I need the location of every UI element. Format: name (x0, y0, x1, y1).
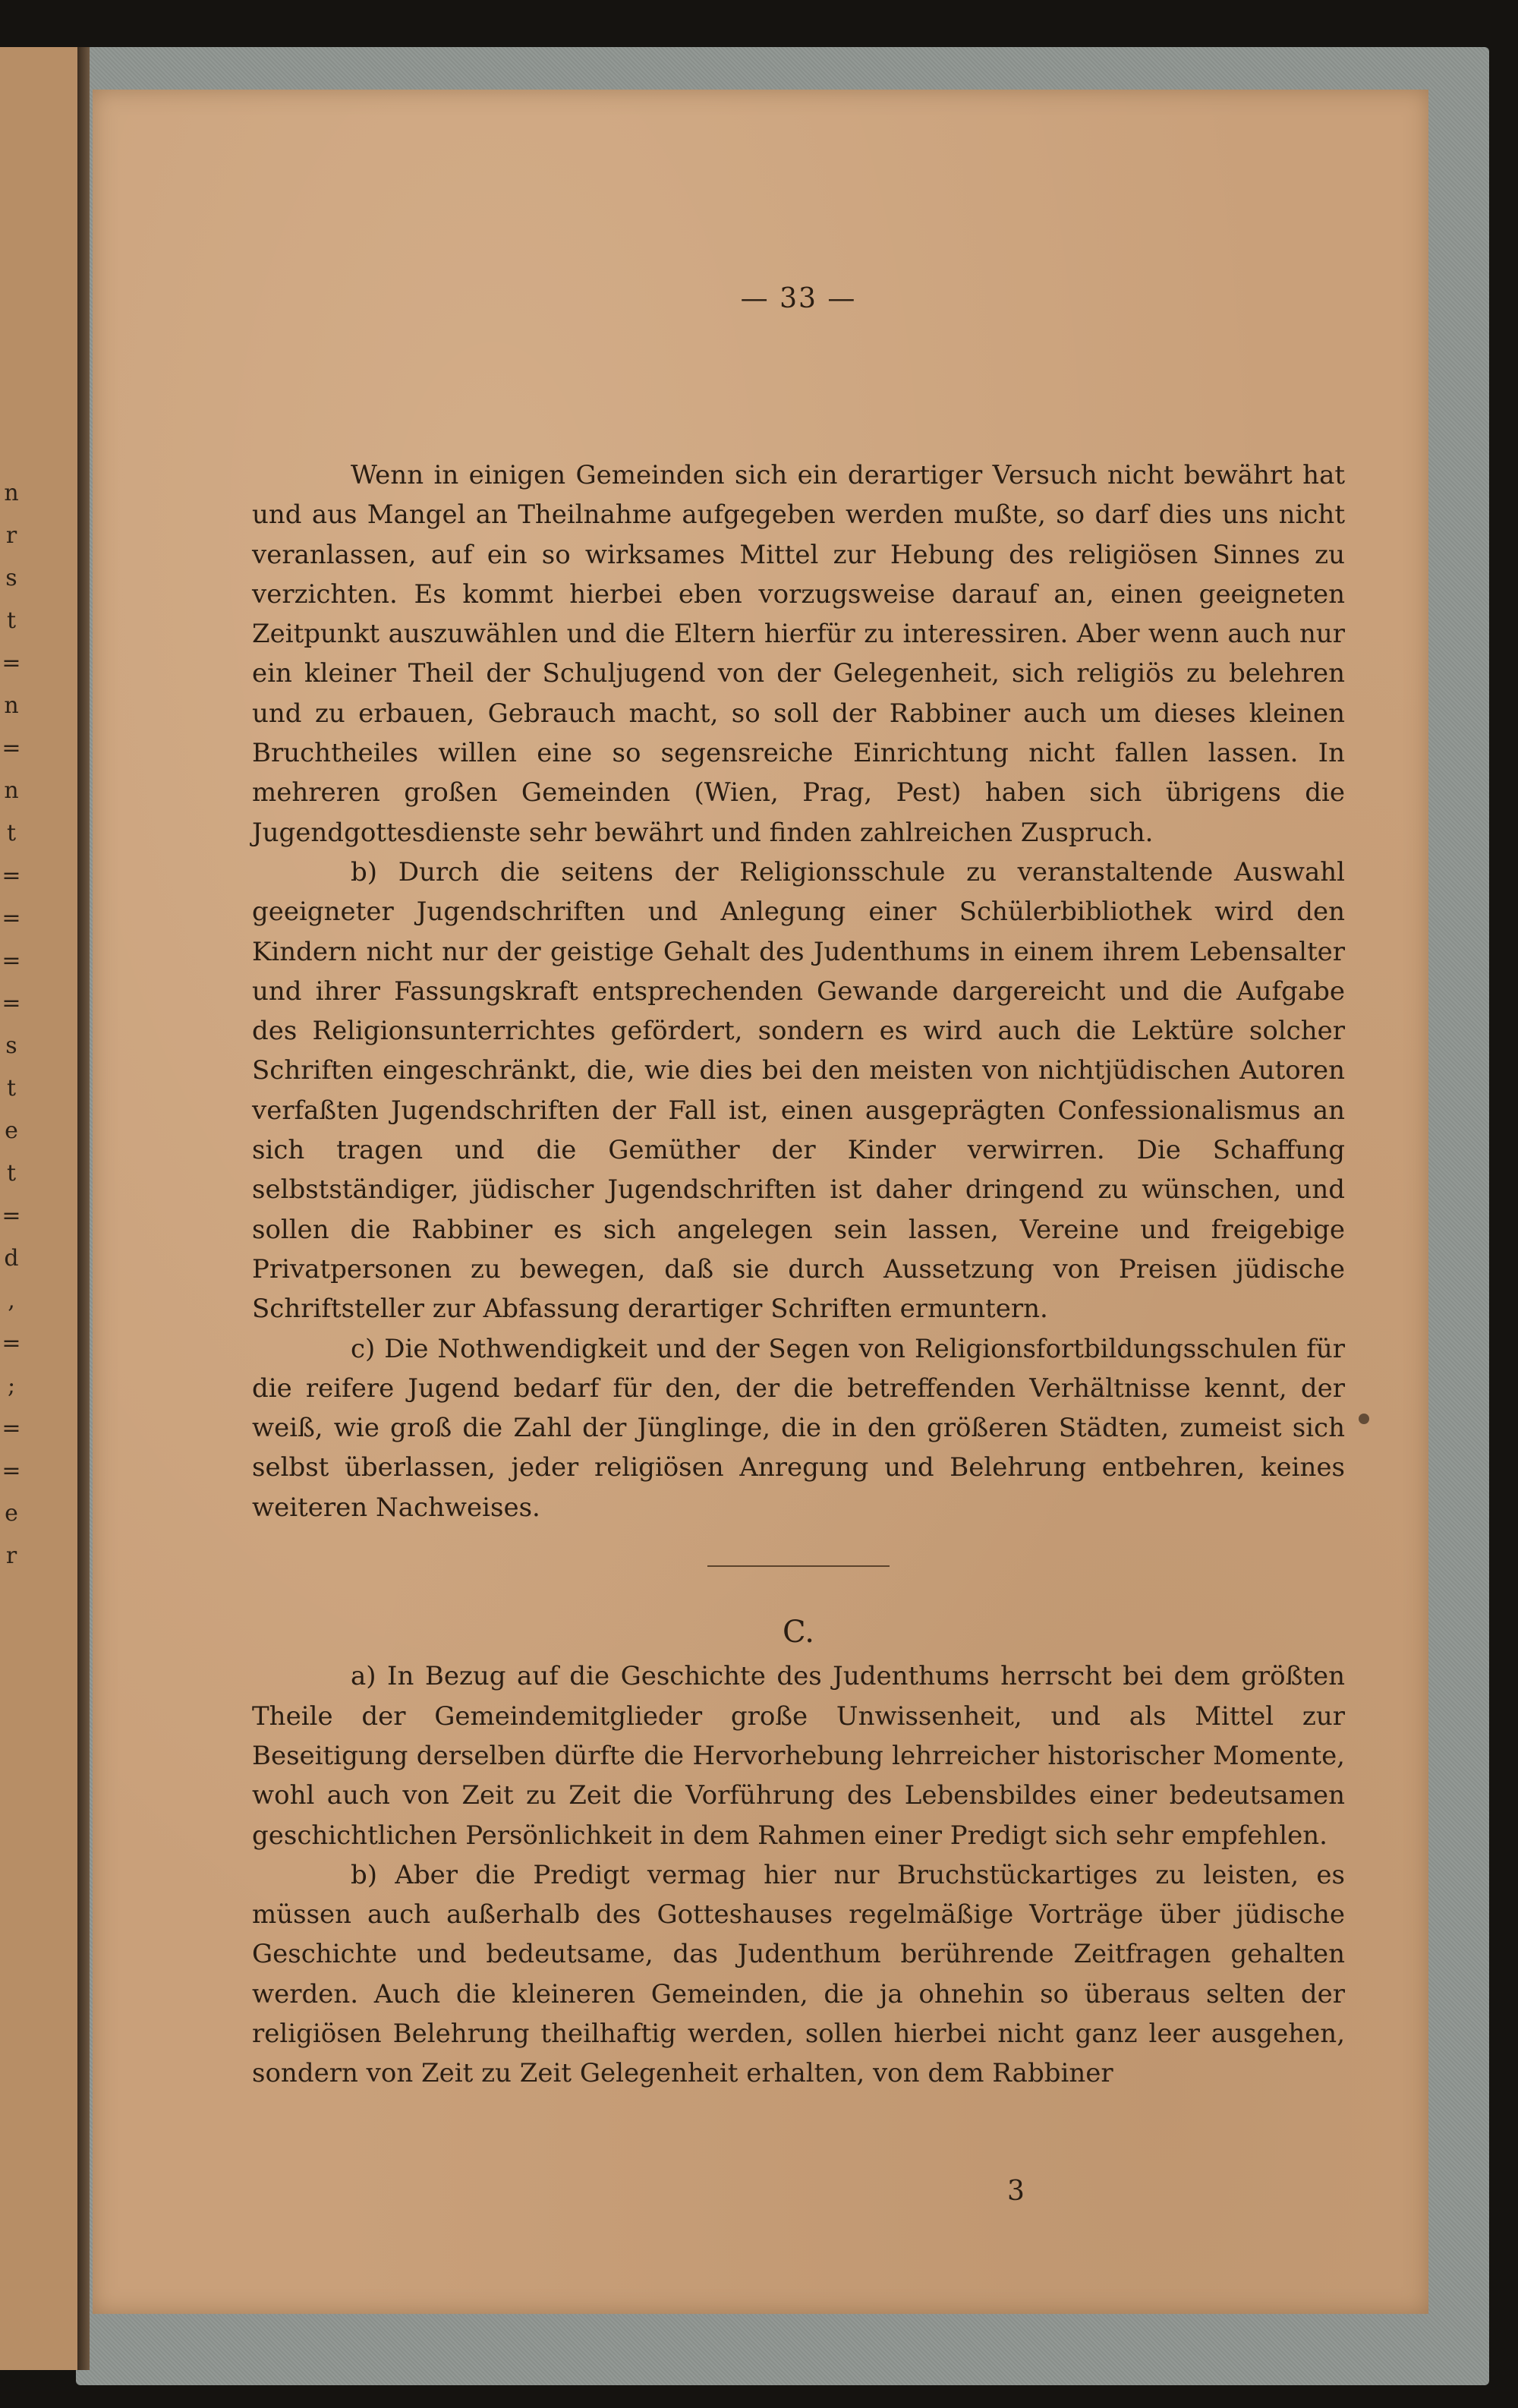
facing-page-letter: s (5, 565, 17, 591)
facing-page-letter: e (5, 1500, 18, 1527)
facing-page-letter: d (4, 1245, 19, 1272)
paragraph-b-jugendschriften: b) Durch die seitens der Religionsschule zu veranstaltende Auswahl geeigneter Jugendschriften und Anlegung einer Schülerbibliothek wird den Kindern nicht nur der geistige Gehalt des Judenthums in einem ihrem Lebensalter und ihrer Fassungskraft entsprechenden Gewande dargereicht und die Aufgabe des Religionsunterrichtes gefördert, sondern es wird auch die Lektüre solcher Schriften eingeschränkt, die, wie dies bei den meisten von nichtjüdischen Autoren verfaßten Jugendschriften der Fall ist, einen ausgeprägten Confessionalismus an sich tragen und die Gemüther der Kinder verwirren. Die Schaffung selbstständiger, jüdischer Jugendschriften ist daher dringend zu wünschen, und sollen die Rabbiner es sich angelegen sein lassen, Vereine und freigebige Privatpersonen zu bewegen, daß sie durch Aussetzung von Preisen jüdische Schriftsteller zur Abfassung derartiger Schriften ermuntern. (252, 856, 1345, 1325)
facing-page-letter: = (2, 990, 21, 1016)
facing-page-letter: = (2, 735, 21, 761)
paragraph-zuspruch: Wenn in einigen Gemeinden sich ein derartiger Versuch nicht bewährt hat und aus Mangel an Theilnahme aufgegeben werden mußte, so darf dies uns nicht veranlassen, auf ein so wirksames Mittel zur Hebung des religiösen Sinnes zu verzichten. Es kommt hierbei eben vorzugsweise darauf an, einen geeigneten Zeitpunkt auszuwählen und die Eltern hierfür zu interessiren. Aber wenn auch nur ein kleiner Theil der Schuljugend von der Gelegenheit, sich religiös zu belehren und zu erbauen, Gebrauch macht, so soll der Rabbiner auch um dieses kleinen Bruchtheiles willen eine so segensreiche Einrichtung nicht fallen lassen. In mehreren großen Gemeinden (Wien, Prag, Pest) haben sich übrigens die Jugendgottesdienste sehr bewährt und finden zahlreichen Zuspruch. (252, 460, 1345, 848)
paragraph-c-fortbildungsschulen: c) Die Nothwendigkeit und der Segen von Religionsfortbildungsschulen für die reifere Jugend bedarf für den, der die betreffenden Verhältnisse kennt, der weiß, wie groß die Zahl der Jünglinge, die in den größeren Städten, zumeist sich selbst überlassen, jeder religiösen Anregung und Belehrung entbehren, keines weiteren Nachweises. (252, 1333, 1345, 1523)
facing-page-letter: t (6, 1075, 17, 1102)
section-divider (707, 1565, 890, 1567)
facing-page-letter: t (6, 820, 17, 846)
page-content (252, 279, 1345, 2094)
facing-page-letter: = (2, 1330, 21, 1357)
facing-page-letter: e (5, 1117, 18, 1144)
running-head: — 33 — (740, 283, 857, 314)
book-gutter (77, 47, 90, 2370)
section-heading: C. (783, 1615, 814, 1650)
facing-page-letters (0, 472, 23, 1577)
ink-spot (1359, 1414, 1369, 1424)
paragraph-section-a: a) In Bezug auf die Geschichte des Judenthums herrscht bei dem größten Theile der Gemeindemitglieder große Unwissenheit, und als Mittel zur Beseitigung derselben dürfte die Hervorhebung lehrreicher historischer Momente, wohl auch von Zeit zu Zeit die Vorführung des Lebensbildes einer bedeutsamen geschichtlichen Persönlichkeit in dem Rahmen einer Predigt sich sehr empfehlen. (252, 1661, 1345, 1851)
facing-page-letter: = (2, 1415, 21, 1442)
facing-page-letter: = (2, 947, 21, 974)
facing-page-letter: n (4, 692, 19, 719)
facing-page-letter: s (5, 1032, 17, 1059)
facing-page-letter: t (6, 607, 17, 634)
facing-page-letter: r (5, 522, 17, 549)
facing-page-letter: = (2, 1458, 21, 1484)
facing-page-letter: = (2, 1202, 21, 1229)
facing-page-letter: = (2, 862, 21, 889)
facing-page-letter: r (5, 1543, 17, 1569)
page-number: 3 (1007, 2176, 1025, 2207)
document-page (93, 90, 1428, 2314)
paragraph-section-b: b) Aber die Predigt vermag hier nur Bruchstückartiges zu leisten, es müssen auch außerhalb des Gotteshauses regelmäßige Vorträge über jüdische Geschichte und bedeutsame, das Judenthum berührende Zeitfragen gehalten werden. Auch die kleineren Gemeinden, die ja ohnehin so überaus selten der religiösen Belehrung theilhaftig werden, sollen hierbei nicht ganz leer ausgehen, sondern von Zeit zu Zeit Gelegenheit erhalten, von dem Rabbiner (252, 1859, 1345, 2089)
facing-page-letter: n (4, 480, 19, 506)
facing-page-edge (0, 47, 82, 2370)
facing-page-letter: = (2, 650, 21, 676)
facing-page-letter: t (6, 1160, 17, 1187)
facing-page-letter: = (2, 905, 21, 931)
facing-page-letter: , (8, 1288, 15, 1314)
facing-page-letter: ; (7, 1373, 16, 1399)
facing-page-letter: n (4, 777, 19, 804)
